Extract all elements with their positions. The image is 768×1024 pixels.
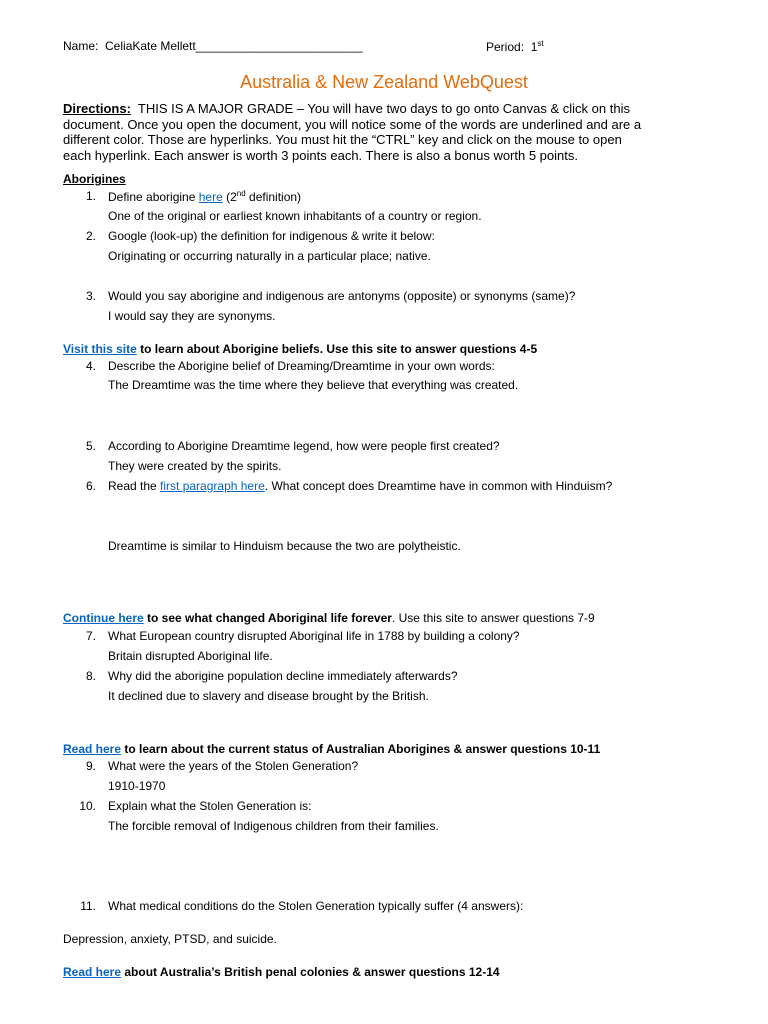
name-value: CeliaKate Mellett_________________________ <box>105 39 363 53</box>
question-text: . What concept does Dreamtime have in common with Hinduism? <box>264 479 613 493</box>
visit-this-site-link[interactable]: Visit this site <box>63 342 137 356</box>
name-label: Name: <box>63 39 99 53</box>
section-heading-aborigines: Aborigines <box>63 172 126 186</box>
answer-7: Britain disrupted Aboriginal life. <box>108 649 273 663</box>
question-number: 9. <box>85 759 96 773</box>
answer-2: Originating or occurring naturally in a particular place; native. <box>108 249 431 263</box>
period-sup: st <box>537 39 544 48</box>
question-6 <box>108 479 612 493</box>
answer-3: I would say they are synonyms. <box>108 309 276 323</box>
directions-text-1: THIS IS A MAJOR GRADE – You will have two days to go onto Canvas & click on this <box>137 101 630 116</box>
directions-line-3: different color. Those are hyperlinks. You must hit the “CTRL” key and click on the mouse to open <box>63 132 622 147</box>
instruction-text: to learn about the current status of Australian Aborigines & answer questions 10-11 <box>121 742 601 756</box>
aborigine-definition-link[interactable]: here <box>198 190 223 204</box>
question-number: 2. <box>85 229 96 243</box>
read-here-link-1[interactable]: Read here <box>63 742 122 756</box>
read-here-link-2[interactable]: Read here <box>63 965 122 979</box>
directions-label: Directions: <box>63 101 131 116</box>
question-number: 10. <box>79 799 96 813</box>
period-value: 1 <box>530 40 538 54</box>
question-number: 8. <box>85 669 96 683</box>
ordinal-sup: nd <box>236 189 246 198</box>
answer-6: Dreamtime is similar to Hinduism because the two are polytheistic. <box>108 539 461 553</box>
question-text: definition) <box>245 190 302 204</box>
question-number: 7. <box>85 629 96 643</box>
question-3: Would you say aborigine and indigenous are antonyms (opposite) or synonyms (same)? <box>108 289 576 303</box>
question-number: 5. <box>85 439 96 453</box>
continue-here-link[interactable]: Continue here <box>63 611 144 625</box>
instruction-bold-text: to see what changed Aboriginal life forever <box>143 611 392 625</box>
question-text: (2 <box>222 190 237 204</box>
answer-4: The Dreamtime was the time where they believe that everything was created. <box>108 378 519 392</box>
visit-site-instruction <box>63 342 537 356</box>
first-paragraph-link[interactable]: first paragraph here <box>160 479 265 493</box>
instruction-text: . Use this site to answer questions 7-9 <box>391 611 595 625</box>
question-number: 3. <box>85 289 96 303</box>
read-here-instruction-2 <box>63 965 500 979</box>
continue-instruction <box>63 611 595 625</box>
question-7: What European country disrupted Aboriginal life in 1788 by building a colony? <box>108 629 520 643</box>
question-number: 11. <box>80 899 96 913</box>
question-2: Google (look-up) the definition for indigenous & write it below: <box>108 229 435 243</box>
question-number: 1. <box>85 189 96 203</box>
question-10: Explain what the Stolen Generation is: <box>108 799 312 813</box>
directions-line-4: each hyperlink. Each answer is worth 3 points each. There is also a bonus worth 5 points. <box>63 148 578 163</box>
answer-8: It declined due to slavery and disease brought by the British. <box>108 689 429 703</box>
question-4: Describe the Aborigine belief of Dreaming/Dreamtime in your own words: <box>108 359 495 373</box>
instruction-text: to learn about Aborigine beliefs. Use this site to answer questions 4-5 <box>136 342 538 356</box>
question-number: 4. <box>85 359 96 373</box>
answer-5: They were created by the spirits. <box>108 459 282 473</box>
instruction-text: about Australia’s British penal colonies & answer questions 12-14 <box>121 965 500 979</box>
period-label: Period: <box>486 40 525 54</box>
directions-line-1 <box>63 101 630 117</box>
question-number: 6. <box>85 479 96 493</box>
read-here-instruction-1 <box>63 742 600 756</box>
question-8: Why did the aborigine population decline immediately afterwards? <box>108 669 458 683</box>
directions-line-2: document. Once you open the document, you will notice some of the words are underlined and are a <box>63 117 642 132</box>
answer-9: 1910-1970 <box>108 779 166 793</box>
question-9: What were the years of the Stolen Generation? <box>108 759 359 773</box>
answer-11: Depression, anxiety, PTSD, and suicide. <box>63 932 277 946</box>
question-text: Define aborigine <box>108 190 199 204</box>
question-1 <box>108 189 301 204</box>
question-5: According to Aborigine Dreamtime legend, how were people first created? <box>108 439 500 453</box>
page-title: Australia & New Zealand WebQuest <box>240 72 528 92</box>
question-text: Read the <box>108 479 161 493</box>
question-11: What medical conditions do the Stolen Generation typically suffer (4 answers): <box>108 899 524 913</box>
answer-1: One of the original or earliest known inhabitants of a country or region. <box>108 209 482 223</box>
period-line <box>486 39 544 54</box>
name-line <box>63 39 363 53</box>
answer-10: The forcible removal of Indigenous children from their families. <box>108 819 439 833</box>
